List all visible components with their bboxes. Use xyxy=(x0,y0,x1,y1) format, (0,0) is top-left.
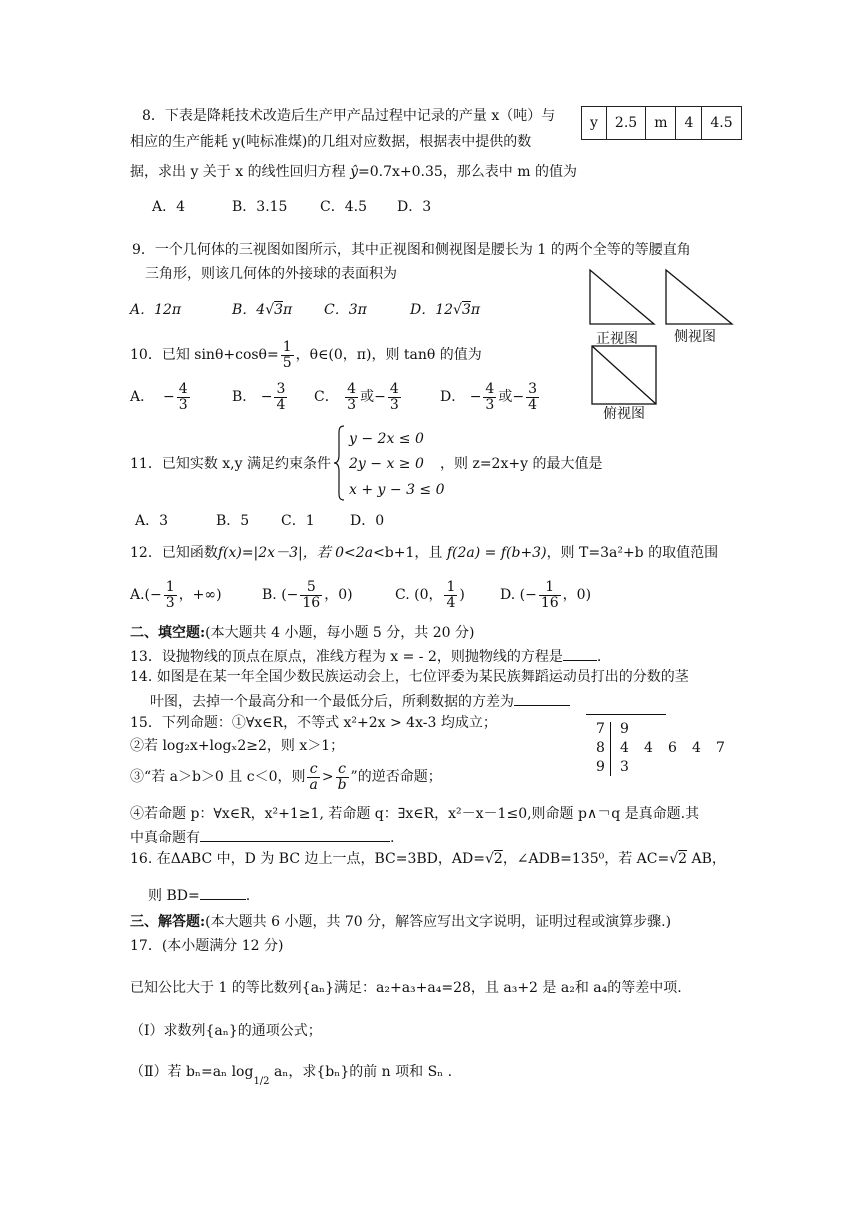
leaf-value: 9 xyxy=(620,721,629,737)
q10-post: ，θ∈(0，π)，则 tanθ 的值为 xyxy=(295,347,482,363)
q12-option-c-frac xyxy=(444,580,457,611)
top-view-label: 俯视图 xyxy=(603,406,645,422)
section-2-desc: (本大题共 4 小题，每小题 5 分，共 20 分) xyxy=(205,625,475,641)
q15-line2: ②若 log₂x+logₓ2≥2，则 x＞1； xyxy=(130,738,345,754)
q9-option-d: D．12√3π xyxy=(410,302,481,318)
q10-fraction xyxy=(281,340,294,371)
q9-line1: 9．一个几何体的三视图如图所示，其中正视图和侧视图是腰长为 1 的两个全等的等腰直角 xyxy=(132,242,691,258)
q16-line2: 则 BD= . xyxy=(148,884,250,906)
stem-value: 9 xyxy=(596,759,605,775)
table-cell: m xyxy=(646,107,676,140)
answer-blank xyxy=(514,690,570,706)
q12-mid: <b+1，且 xyxy=(373,545,443,561)
q12-option-d-pre: D. (− xyxy=(500,587,537,603)
q15-frac-ca xyxy=(307,762,319,793)
q10-option-a-label: A． xyxy=(130,389,155,405)
q12-pre: 12．已知函数 xyxy=(130,545,218,561)
q11-option-c: C．1 xyxy=(281,513,315,529)
q12-option-b-post: ，0) xyxy=(324,587,353,603)
q8-line1: 8．下表是降耗技术改造后生产甲产品过程中记录的产量 x（吨）与 xyxy=(142,108,556,124)
front-view-label: 正视图 xyxy=(596,331,638,347)
q11-constraint-3: x + y − 3 ≤ 0 xyxy=(349,482,445,498)
section-2-heading xyxy=(130,623,474,643)
q15-line3-pre: ③“若 a＞b＞0 且 c＜0，则 xyxy=(130,769,306,785)
q13: 13．设抛物线的顶点在原点，准线方程为 x = - 2，则抛物线的方程是 . xyxy=(130,645,601,667)
frac-num: 4 xyxy=(347,380,357,397)
minus-sign: − xyxy=(374,389,386,405)
q17-part2-post: aₙ，求{bₙ}的前 n 项和 Sₙ . xyxy=(273,1064,453,1080)
q12-option-d-post: ，0) xyxy=(562,587,592,603)
leaf-value: 6 xyxy=(668,740,677,756)
section-2-title: 二、填空题: xyxy=(130,625,206,641)
frac-num: 5 xyxy=(300,580,322,596)
q8-option-d: D．3 xyxy=(397,199,432,215)
q12-option-a-post: ，+∞) xyxy=(178,587,222,603)
frac-den: b xyxy=(337,776,347,793)
q12-a: a xyxy=(364,545,374,561)
q10-pre: 10．已知 sinθ+cosθ= xyxy=(130,347,279,363)
q10-option-b xyxy=(232,380,289,414)
q10-option-d-label: D． xyxy=(440,389,466,405)
stem-value: 7 xyxy=(596,721,605,737)
side-view-label: 侧视图 xyxy=(674,329,716,345)
minus-sign: − xyxy=(260,389,273,405)
front-view-triangle xyxy=(590,270,654,324)
q10-stem xyxy=(130,338,482,372)
q8-line3-b: =0.7x+0.35，那么表中 m 的值为 xyxy=(357,164,577,180)
q12-eq: f(2a) = f(b+3) xyxy=(446,545,547,561)
q15-line5: 中真命题有 . xyxy=(130,826,394,848)
q9-option-b-post: π xyxy=(283,302,293,318)
q17-part2-pre: （Ⅱ）若 bₙ=aₙ log xyxy=(130,1064,254,1080)
q15-line4: ④若命题 p：∀x∈R，x²+1≥1, 若命题 q：∃x∈R，x²－x－1≤0,则命题 p∧￢q 是真命题.其 xyxy=(130,806,700,822)
q9-line2: 三角形，则该几何体的外接球的表面积为 xyxy=(145,266,397,282)
q10-option-c-frac1 xyxy=(345,382,358,413)
q12-option-c-pre: C. (0， xyxy=(395,587,443,603)
q12-option-b-pre: B. (− xyxy=(262,587,299,603)
q15-line3-post: ”的逆否命题； xyxy=(350,769,442,785)
stem-divider xyxy=(610,722,611,776)
q8-line2: 相应的生产能耗 y(吨标准煤)的几组对应数据，根据表中提供的数 xyxy=(130,134,532,150)
q11-pre: 11．已知实数 x,y 满足约束条件 xyxy=(130,456,331,472)
q11-option-b: B．5 xyxy=(216,513,250,529)
gt-sign: > xyxy=(321,769,334,785)
section-3-desc: (本大题共 6 小题，共 70 分，解答应写出文字说明，证明过程或演算步骤.) xyxy=(205,914,672,930)
frac-den: 3 xyxy=(165,594,175,611)
minus-sign: − xyxy=(469,389,482,405)
q9-option-d-radicand: 3 xyxy=(461,302,471,318)
q11-constraint-2: 2y − x ≥ 0 xyxy=(349,456,424,472)
q12-option-b xyxy=(262,578,353,612)
q12-option-a-frac xyxy=(164,580,177,611)
minus-sign: − xyxy=(512,389,525,405)
q14-line1: 14. 如图是在某一年全国少数民族运动会上，七位评委为某民族舞蹈运动员打出的分数的茎 xyxy=(130,669,689,685)
top-view-diagonal xyxy=(592,346,656,404)
q10-option-d xyxy=(440,380,541,414)
table-cell: 4 xyxy=(676,107,702,140)
q17-part1: （Ⅰ）求数列{aₙ}的通项公式； xyxy=(130,1023,322,1039)
q15-line3 xyxy=(130,760,442,794)
frac-num: c xyxy=(307,762,319,778)
stem-value: 8 xyxy=(596,740,605,756)
q10-option-a-frac xyxy=(177,382,190,413)
leaf-value: 4 xyxy=(620,740,629,756)
frac-num: 4 xyxy=(178,380,188,397)
frac-num: 3 xyxy=(528,380,537,397)
frac-den: 3 xyxy=(178,396,188,413)
frac-num: 1 xyxy=(165,578,175,595)
q15-line1: 15．下列命题：①∀x∈R，不等式 x²+2x > 4x-3 均成立； xyxy=(130,715,497,731)
frac-den: 3 xyxy=(347,396,357,413)
q8-line3-a: 据，求出 y 关于 x 的线性回归方程 xyxy=(130,164,346,180)
frac-num: 1 xyxy=(446,578,456,595)
q11-post: ，则 z=2x+y 的最大值是 xyxy=(440,456,603,472)
frac-den: 3 xyxy=(485,396,495,413)
q12-post: ，则 T=3a²+b 的取值范围 xyxy=(546,545,719,561)
q9-option-d-post: π xyxy=(470,302,481,318)
q10-option-b-frac xyxy=(274,382,287,413)
table-cell: 2.5 xyxy=(606,107,645,140)
q10-option-d-frac1 xyxy=(483,382,496,413)
answer-blank xyxy=(563,645,597,661)
q9-option-c: C．3π xyxy=(324,302,367,318)
q8-data-table xyxy=(581,106,742,140)
q15-line5-text: 中真命题有 xyxy=(130,830,200,846)
section-3-heading xyxy=(130,912,671,932)
q10-frac-num: 1 xyxy=(282,338,292,355)
q10-frac-den: 5 xyxy=(282,354,292,371)
q14-line2 xyxy=(150,690,570,712)
q16-line1-post: AB， xyxy=(691,851,726,867)
q16-line1-pre: 16. 在ΔABC 中，D 为 BC 边上一点，BC=3BD，AD= xyxy=(130,851,485,867)
q8-option-a: A．4 xyxy=(152,199,186,215)
q10-option-a xyxy=(130,380,192,414)
table-cell: 4.5 xyxy=(702,107,741,140)
q17-title: 17．(本小题满分 12 分) xyxy=(130,938,284,954)
frac-num: 3 xyxy=(276,380,286,397)
frac-den: 4 xyxy=(446,594,456,611)
section-3-title: 三、解答题: xyxy=(130,914,206,930)
q15-frac-cb xyxy=(336,762,349,793)
q13-text: 13．设抛物线的顶点在原点，准线方程为 x = - 2，则抛物线的方程是 xyxy=(130,649,563,665)
answer-blank xyxy=(200,826,390,842)
table-cell: y xyxy=(582,107,607,140)
q12-option-b-frac xyxy=(300,580,322,611)
leaf-value: 3 xyxy=(620,759,629,775)
or-text: 或 xyxy=(360,389,375,405)
q12-option-c-post: ) xyxy=(459,587,465,603)
q16-line2-text: 则 BD= xyxy=(148,888,200,904)
q10-option-c-label: C． xyxy=(314,389,339,405)
q9-option-b-radicand: 3 xyxy=(274,302,284,318)
minus-sign: − xyxy=(163,389,175,405)
q12-option-d-frac xyxy=(539,580,561,611)
q16-line1-mid: ，∠ADB=135⁰，若 AC= xyxy=(502,851,670,867)
leaf-value: 4 xyxy=(644,740,653,756)
q12-option-d xyxy=(500,578,591,612)
leaf-value: 7 xyxy=(716,740,725,756)
answer-blank xyxy=(200,884,246,900)
table-row xyxy=(582,107,742,140)
frac-num: 4 xyxy=(485,380,495,397)
q8-yhat: ŷ xyxy=(350,164,358,180)
q8-option-b: B．3.15 xyxy=(232,199,288,215)
frac-num: 1 xyxy=(539,580,561,596)
q16-line1: 16. 在ΔABC 中，D 为 BC 边上一点，BC=3BD，AD=√2，∠ADB=135⁰，若 AC=√2 AB， xyxy=(130,851,726,867)
q11-constraint-1: y − 2x ≤ 0 xyxy=(349,431,424,447)
frac-den: 4 xyxy=(276,396,286,413)
q9-option-b-pre: B．4 xyxy=(232,302,266,318)
frac-den: a xyxy=(309,776,318,793)
or-text: 或 xyxy=(498,389,513,405)
constraint-brace xyxy=(333,425,345,501)
frac-den: 4 xyxy=(528,396,537,413)
q10-option-b-label: B． xyxy=(232,389,257,405)
leaf-value: 4 xyxy=(692,740,701,756)
q16-radicand: 2 xyxy=(493,851,503,867)
q16-radicand: 2 xyxy=(678,851,688,867)
side-view-triangle xyxy=(666,270,732,324)
q8-line3 xyxy=(130,162,577,182)
q17-stem: 已知公比大于 1 的等比数列{aₙ}满足：a₂+a₃+a₄=28，且 a₃+2 是 a₂和 a₄的等差中项. xyxy=(130,980,682,996)
frac-num: c xyxy=(336,762,349,778)
q8-option-c: C．4.5 xyxy=(320,199,367,215)
q12-option-c xyxy=(395,578,465,612)
q12-stem xyxy=(130,543,718,563)
q12-option-a xyxy=(130,578,222,612)
q17-part2 xyxy=(130,1062,452,1092)
q9-option-b: B．4√3π xyxy=(232,302,293,318)
q14-line2-text: 叶图，去掉一个最高分和一个最低分后，所剩数据的方差为 xyxy=(150,694,514,710)
q9-option-d-pre: D．12 xyxy=(410,302,454,318)
stem-leaf-top-rule xyxy=(586,714,666,715)
frac-den: 16 xyxy=(302,594,321,611)
q10-option-d-frac2 xyxy=(526,382,539,413)
frac-num: 4 xyxy=(389,380,399,397)
q10-option-c-frac2 xyxy=(388,382,401,413)
q10-option-c xyxy=(314,380,403,414)
frac-den: 16 xyxy=(540,594,559,611)
q11-option-a: A．3 xyxy=(135,513,169,529)
q17-log-base: 1/2 xyxy=(253,1076,270,1087)
q9-option-a: A．12π xyxy=(130,302,182,318)
q11-option-d: D．0 xyxy=(350,513,385,529)
q12-option-a-pre: A.(− xyxy=(130,587,162,603)
frac-den: 3 xyxy=(389,396,399,413)
q12-fx: f(x)=|2x－3|，若 0<2 xyxy=(217,545,365,561)
